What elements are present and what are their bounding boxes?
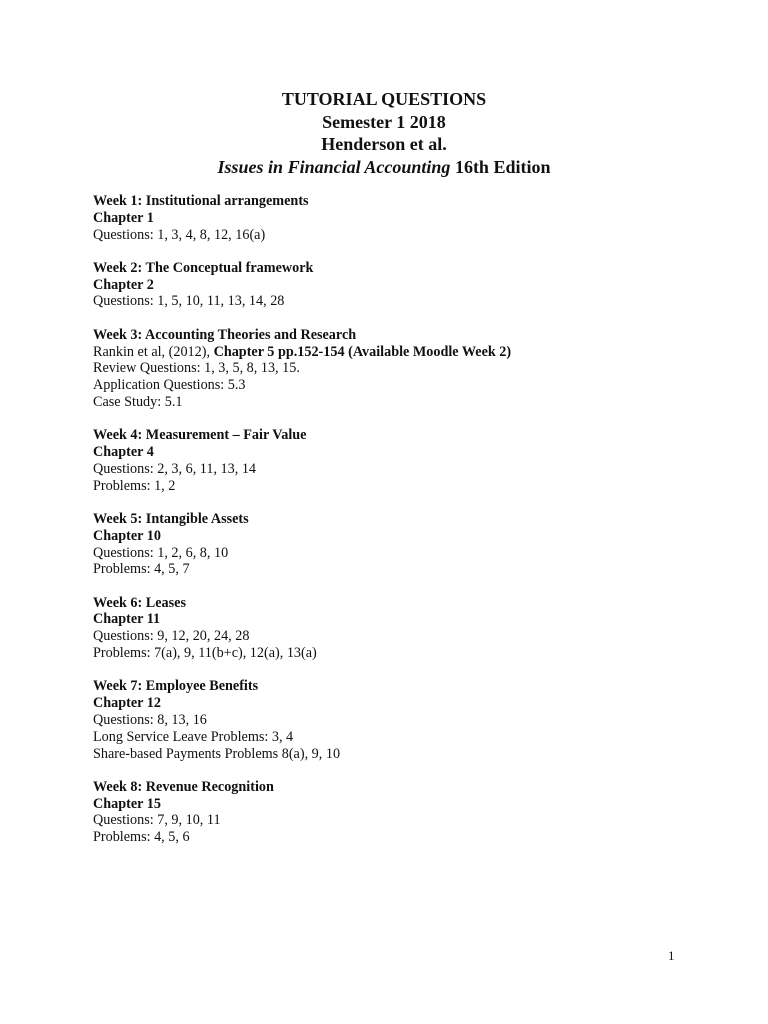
reading-reference <box>93 344 713 361</box>
assignment-line: Share-based Payments Problems 8(a), 9, 10 <box>93 745 341 762</box>
assignment-line: Questions: 1, 5, 10, 11, 13, 14, 28 <box>93 293 285 310</box>
reference-chapter: Chapter 5 pp.152-154 (Available Moodle Week 2) <box>213 343 512 360</box>
assignment-line: Problems: 1, 2 <box>93 477 176 494</box>
week-section-4 <box>93 427 713 494</box>
chapter-label: Chapter 2 <box>93 276 154 293</box>
assignment-line: Questions: 8, 13, 16 <box>93 711 207 728</box>
chapter-label: Chapter 15 <box>93 795 161 812</box>
assignment-line: Case Study: 5.1 <box>93 393 183 410</box>
semester-line: Semester 1 2018 <box>322 111 446 132</box>
chapter-label: Chapter 11 <box>93 611 161 628</box>
chapter-label: Chapter 10 <box>93 527 161 544</box>
week-section-2 <box>93 260 713 310</box>
assignment-line: Questions: 1, 2, 6, 8, 10 <box>93 544 229 561</box>
week-heading: Week 7: Employee Benefits <box>93 678 259 695</box>
assignment-line: Application Questions: 5.3 <box>93 377 246 394</box>
week-heading: Week 2: The Conceptual framework <box>93 259 314 276</box>
assignment-line: Questions: 7, 9, 10, 11 <box>93 812 221 829</box>
authors-line: Henderson et al. <box>321 134 447 154</box>
weeks-list <box>93 193 713 863</box>
chapter-label: Chapter 1 <box>93 209 154 226</box>
week-section-5 <box>93 511 713 578</box>
book-edition: 16th Edition <box>450 156 551 177</box>
week-section-8 <box>93 779 713 846</box>
week-heading: Week 1: Institutional arrangements <box>93 193 309 209</box>
assignment-line: Questions: 2, 3, 6, 11, 13, 14 <box>93 460 257 477</box>
week-heading: Week 3: Accounting Theories and Research <box>93 326 357 343</box>
assignment-line: Problems: 4, 5, 6 <box>93 829 190 846</box>
assignment-line: Questions: 1, 3, 4, 8, 12, 16(a) <box>93 226 266 243</box>
assignment-line: Problems: 7(a), 9, 11(b+c), 12(a), 13(a) <box>93 645 317 662</box>
reference-text: Rankin et al, (2012), <box>93 343 214 360</box>
week-heading: Week 4: Measurement – Fair Value <box>93 427 307 444</box>
book-title: Issues in Financial Accounting <box>217 156 451 177</box>
chapter-label: Chapter 4 <box>93 444 154 461</box>
chapter-label: Chapter 12 <box>93 695 161 712</box>
week-heading: Week 6: Leases <box>93 594 186 611</box>
assignment-line: Review Questions: 1, 3, 5, 8, 13, 15. <box>93 360 300 377</box>
week-section-7 <box>93 678 713 762</box>
week-section-3 <box>93 327 713 411</box>
page-number: 1 <box>668 948 675 963</box>
book-line <box>0 156 768 179</box>
document-title: TUTORIAL QUESTIONS <box>281 89 487 109</box>
assignment-line: Problems: 4, 5, 7 <box>93 561 190 578</box>
week-heading: Week 8: Revenue Recognition <box>93 778 274 795</box>
assignment-line: Long Service Leave Problems: 3, 4 <box>93 728 294 745</box>
week-heading: Week 5: Intangible Assets <box>93 510 249 527</box>
week-section-1 <box>93 193 713 243</box>
document-header <box>0 88 768 178</box>
assignment-line: Questions: 9, 12, 20, 24, 28 <box>93 628 250 645</box>
week-section-6 <box>93 595 713 662</box>
